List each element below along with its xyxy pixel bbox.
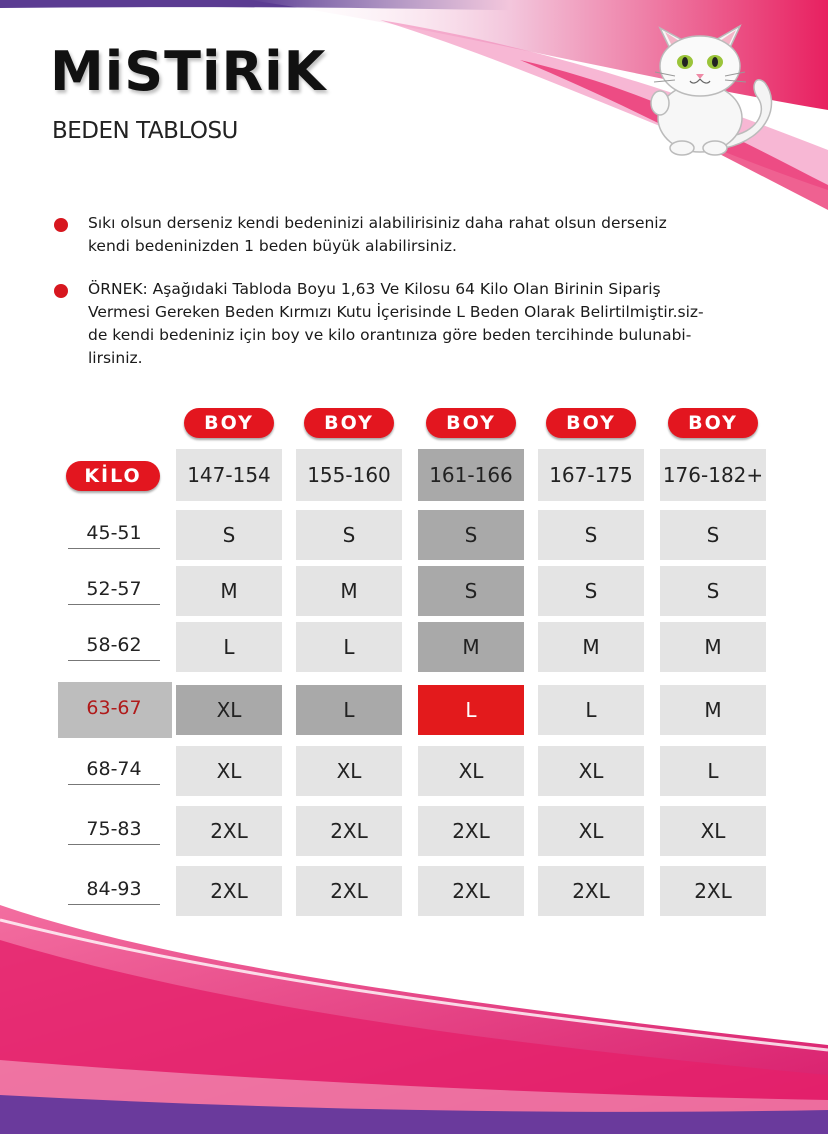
- selected-size-cell: L: [418, 685, 524, 735]
- height-range-header: 155-160: [296, 449, 402, 501]
- size-cell: M: [660, 685, 766, 735]
- size-cell: M: [660, 622, 766, 672]
- row-underline: [68, 548, 160, 549]
- size-cell: XL: [538, 746, 644, 796]
- weight-range-label: 45-51: [86, 522, 142, 544]
- size-cell: XL: [176, 685, 282, 735]
- size-cell: XL: [418, 746, 524, 796]
- boy-header-pill: BOY: [304, 408, 394, 438]
- notes-list: [50, 212, 780, 390]
- height-range-header: 167-175: [538, 449, 644, 501]
- boy-header-pill: BOY: [184, 408, 274, 438]
- size-cell: 2XL: [176, 866, 282, 916]
- bullet-dot-icon: [54, 218, 68, 232]
- size-cell: S: [418, 510, 524, 560]
- size-cell: S: [660, 510, 766, 560]
- size-cell: 2XL: [418, 806, 524, 856]
- size-cell: S: [660, 566, 766, 616]
- weight-range-label: 84-93: [86, 878, 142, 900]
- size-cell: 2XL: [538, 866, 644, 916]
- size-cell: 2XL: [296, 806, 402, 856]
- row-underline: [68, 844, 160, 845]
- row-underline: [68, 660, 160, 661]
- row-underline: [68, 604, 160, 605]
- row-underline: [68, 904, 160, 905]
- size-cell: XL: [660, 806, 766, 856]
- size-cell: 2XL: [660, 866, 766, 916]
- size-cell: L: [176, 622, 282, 672]
- weight-range-label: 58-62: [86, 634, 142, 656]
- size-cell: M: [538, 622, 644, 672]
- size-cell: 2XL: [176, 806, 282, 856]
- boy-header-pill: BOY: [426, 408, 516, 438]
- size-cell: S: [538, 510, 644, 560]
- size-cell: 2XL: [296, 866, 402, 916]
- height-range-header: 161-166: [418, 449, 524, 501]
- bullet-dot-icon: [54, 284, 68, 298]
- weight-range-label: 68-74: [86, 758, 142, 780]
- note-item: [50, 212, 780, 258]
- height-range-header: 176-182+: [660, 449, 766, 501]
- size-cell: S: [538, 566, 644, 616]
- size-cell: M: [296, 566, 402, 616]
- size-cell: 2XL: [418, 866, 524, 916]
- row-underline: [68, 784, 160, 785]
- note-item: [50, 278, 780, 370]
- weight-range-label: 75-83: [86, 818, 142, 840]
- boy-header-pill: BOY: [668, 408, 758, 438]
- weight-range-label: 63-67: [86, 697, 142, 719]
- note-text: ÖRNEK: Aşağıdaki Tabloda Boyu 1,63 Ve Kilosu 64 Kilo Olan Birinin Sipariş Vermesi Gereken Beden Kırmızı Kutu İçerisinde L Beden Olarak Belirtilmiştir.siz- de kendi bedeniniz için boy ve kilo orantınıza göre beden tercihinde bulunabi- lirsiniz.: [88, 280, 704, 367]
- page-subtitle: BEDEN TABLOSU: [52, 118, 238, 144]
- size-cell: M: [418, 622, 524, 672]
- size-cell: S: [176, 510, 282, 560]
- size-cell: L: [296, 622, 402, 672]
- size-cell: S: [418, 566, 524, 616]
- size-cell: S: [296, 510, 402, 560]
- size-cell: XL: [296, 746, 402, 796]
- cat-mascot-icon: [630, 8, 780, 158]
- weight-range-label: 52-57: [86, 578, 142, 600]
- kilo-label: KİLO: [66, 461, 160, 491]
- note-text: Sıkı olsun derseniz kendi bedeninizi alabilirisiniz daha rahat olsun derseniz kendi bedeninizden 1 beden büyük alabilirsiniz.: [88, 214, 667, 255]
- size-cell: XL: [538, 806, 644, 856]
- size-cell: M: [176, 566, 282, 616]
- size-cell: L: [538, 685, 644, 735]
- size-cell: XL: [176, 746, 282, 796]
- size-cell: L: [296, 685, 402, 735]
- size-cell: L: [660, 746, 766, 796]
- height-range-header: 147-154: [176, 449, 282, 501]
- brand-logo: MiSTiRiK: [50, 40, 327, 103]
- boy-header-pill: BOY: [546, 408, 636, 438]
